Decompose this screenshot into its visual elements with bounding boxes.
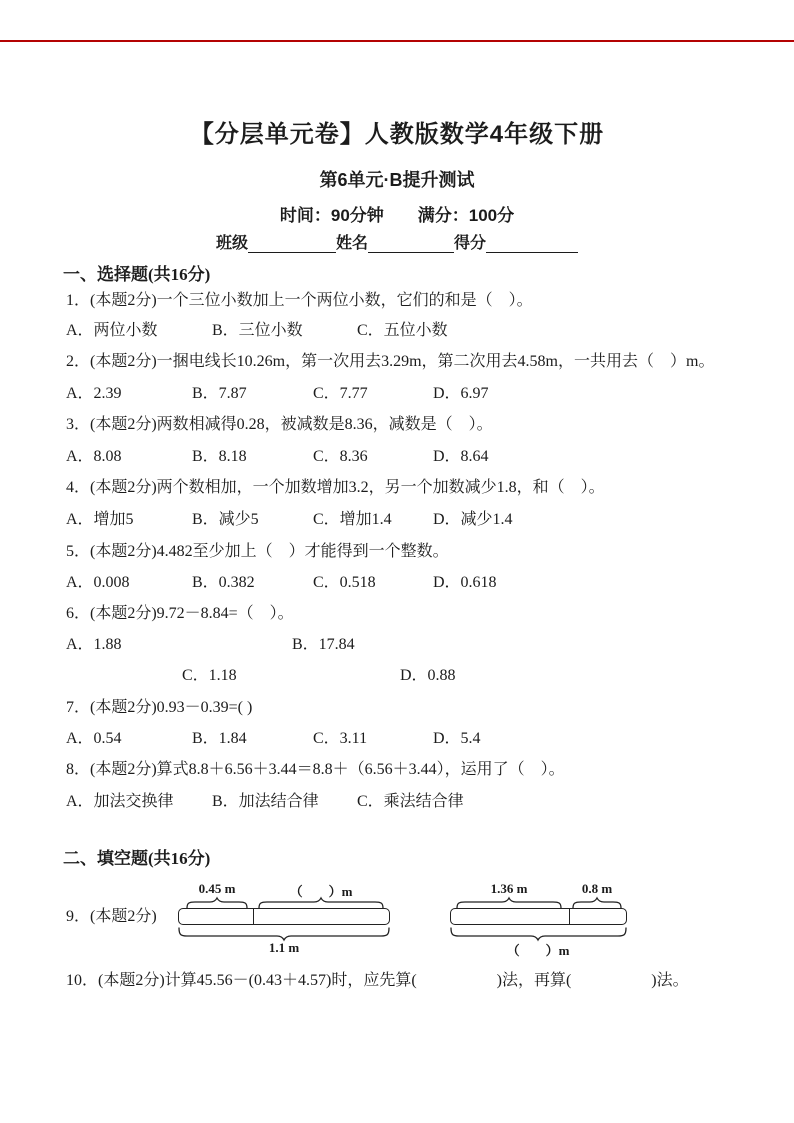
page-subtitle: 第6单元·B提升测试 [319, 170, 475, 190]
question-9-stem: 9．(本题2分) [66, 908, 157, 925]
question-6-option-b: B．17.84 [292, 636, 355, 653]
exam-meta: 时间：90分钟 满分：100分 [279, 206, 515, 225]
question-2-option-b: B．7.87 [192, 385, 247, 402]
question-8-option-a: A．加法交换律 [66, 793, 174, 810]
score-field-label: 得分 [454, 235, 487, 252]
question-3-stem: 3．(本题2分)两数相减得0.28，被减数是8.36，减数是（ ）。 [66, 416, 493, 433]
over-brace-icon [572, 898, 622, 908]
question-7-option-d: D．5.4 [433, 730, 481, 747]
question-5-stem: 5．(本题2分)4.482至少加上（ ）才能得到一个整数。 [66, 543, 449, 560]
left-diagram-top-left-label: 0.45 m [198, 881, 236, 896]
question-5-option-b: B．0.382 [192, 574, 255, 591]
question-7-option-c: C．3.11 [313, 730, 368, 747]
question-1-option-b: B．三位小数 [212, 322, 303, 339]
right-diagram-top-right-label: 0.8 m [581, 881, 613, 896]
question-4-option-c: C．增加1.4 [313, 511, 392, 528]
question-1-stem: 1．(本题2分)一个三位小数加上一个两位小数，它们的和是（ ）。 [66, 292, 533, 309]
question-6-option-d: D．0.88 [400, 667, 456, 684]
question-3-option-c: C．8.36 [313, 448, 368, 465]
student-info-row [0, 230, 794, 253]
question-7-option-a: A．0.54 [66, 730, 122, 747]
question-4-stem: 4．(本题2分)两个数相加，一个加数增加3.2，另一个加数减少1.8，和（ ）。 [66, 479, 605, 496]
name-field-label: 姓名 [335, 235, 368, 252]
question-5-option-d: D．0.618 [433, 574, 497, 591]
page-title: 【分层单元卷】人教版数学4年级下册 [189, 121, 605, 148]
question-3-option-b: B．8.18 [192, 448, 247, 465]
question-2-stem: 2．(本题2分)一捆电线长10.26m，第一次用去3.29m，第二次用去4.58m，一共用去（ ）m。 [66, 353, 715, 370]
question-5-option-c: C．0.518 [313, 574, 376, 591]
question-8-stem: 8．(本题2分)算式8.8＋6.56＋3.44＝8.8＋（6.56＋3.44），运用了（ ）。 [66, 761, 565, 778]
question-10-stem: 10．(本题2分)计算45.56－(0.43＋4.57)时，应先算( )法，再算( )法。 [66, 972, 689, 989]
question-2-option-d: D．6.97 [433, 385, 489, 402]
right-diagram-top-left-label: 1.36 m [490, 881, 528, 896]
score-field-blank [486, 237, 578, 253]
under-brace-icon [178, 928, 390, 940]
question-2-option-a: A．2.39 [66, 385, 122, 402]
question-4-option-d: D．减少1.4 [433, 511, 513, 528]
question-4-option-a: A．增加5 [66, 511, 134, 528]
top-rule [0, 40, 794, 42]
question-4-option-b: B．减少5 [192, 511, 259, 528]
segment-divider [569, 909, 570, 924]
class-field-label: 班级 [215, 235, 248, 252]
question-2-option-c: C．7.77 [313, 385, 368, 402]
right-bar-diagram [450, 908, 627, 925]
section-choice-heading: 一、选择题(共16分) [63, 265, 211, 284]
class-field-blank [248, 237, 336, 253]
question-3-option-d: D．8.64 [433, 448, 489, 465]
under-brace-icon [450, 928, 627, 940]
section-fill-heading: 二、填空题(共16分) [63, 849, 211, 868]
question-6-stem: 6．(本题2分)9.72－8.84=（ ）。 [66, 605, 294, 622]
left-diagram-top-right-label: （ ）m [289, 884, 353, 899]
question-6-option-c: C．1.18 [182, 667, 237, 684]
question-5-option-a: A．0.008 [66, 574, 130, 591]
segment-divider [253, 909, 254, 924]
right-diagram-bottom-label: （ ）m [506, 943, 570, 958]
question-1-option-c: C．五位小数 [357, 322, 448, 339]
question-1-option-a: A．两位小数 [66, 322, 158, 339]
name-field-blank [368, 237, 454, 253]
question-6-option-a: A．1.88 [66, 636, 122, 653]
left-diagram-bottom-label: 1.1 m [268, 940, 300, 955]
left-bar-diagram [178, 908, 390, 925]
over-brace-icon [186, 898, 248, 908]
over-brace-icon [258, 898, 384, 908]
over-brace-icon [456, 898, 562, 908]
question-8-option-b: B．加法结合律 [212, 793, 319, 810]
question-3-option-a: A．8.08 [66, 448, 122, 465]
question-8-option-c: C．乘法结合律 [357, 793, 464, 810]
question-7-option-b: B．1.84 [192, 730, 247, 747]
question-7-stem: 7．(本题2分)0.93－0.39=( ) [66, 699, 253, 716]
